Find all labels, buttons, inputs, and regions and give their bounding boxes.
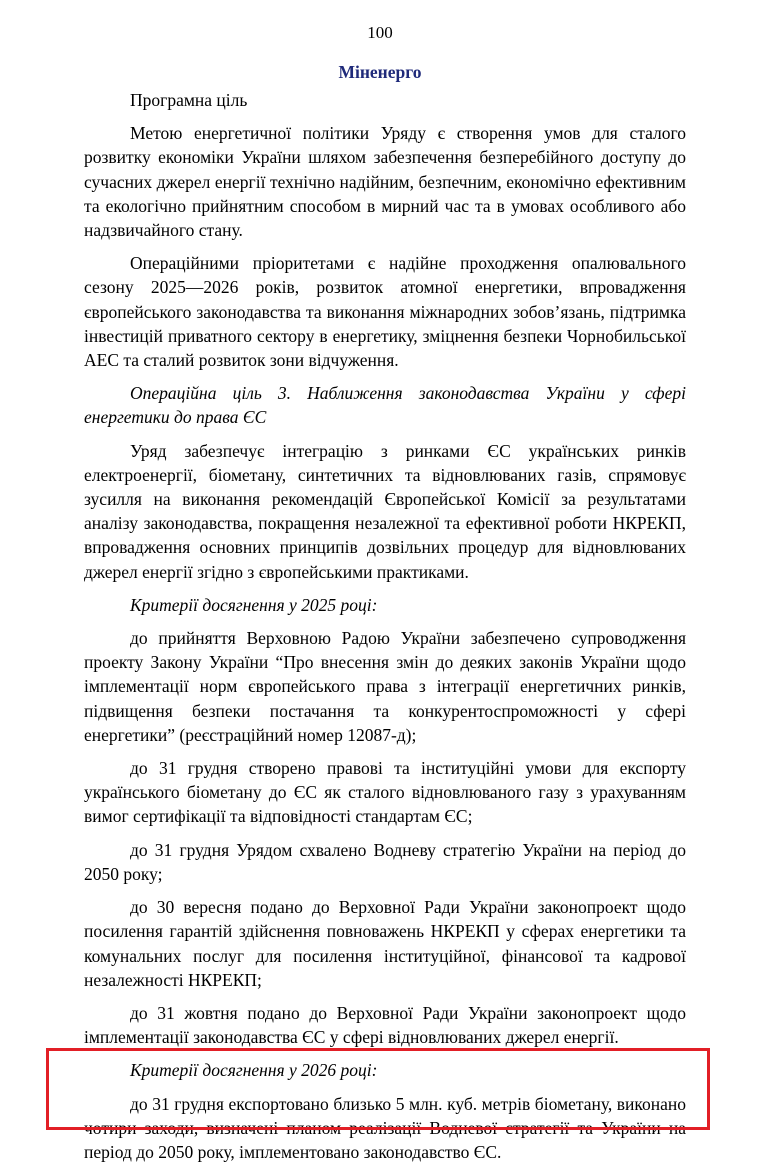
program-goal-heading: Програмна ціль bbox=[130, 90, 248, 110]
criteria-2025-item: до 30 вересня подано до Верховної Ради України законопроект щодо посилення гарантій здійснення повноважень НКРЕКП у сферах енергетики та комунальних послуг для посилення інституційної, фінансової та кадрової незалежності НКРЕКП; bbox=[84, 897, 686, 990]
program-goal-paragraph: Метою енергетичної політики Уряду є створення умов для сталого розвитку економіки України шляхом забезпечення безперебійного доступу до сучасних джерел енергії технічно надійним, безпечним, економічно ефективним та екологічно прийнятним способом в мирний час та в умовах особливого або надзвичайного стану. bbox=[84, 123, 686, 241]
criteria-2025-heading: Критерії досягнення у 2025 році: bbox=[130, 594, 378, 615]
criteria-2025-item: до 31 жовтня подано до Верховної Ради України законопроект щодо імплементації законодавства ЄС у сфері відновлюваних джерел енергії. bbox=[84, 1002, 686, 1048]
criteria-2026-heading: Критерії досягнення у 2026 році: bbox=[130, 1060, 378, 1081]
criteria-2026-item: до 31 грудня експортовано близько 5 млн. куб. метрів біометану, виконано чотири заходи, визначені планом реалізації Водневої стратегії та України на період до 2050 року, імплементовано законодавство ЄС. bbox=[84, 1093, 686, 1162]
highlight-box bbox=[46, 1048, 710, 1130]
criteria-2025-item: до 31 грудня Урядом схвалено Водневу стратегію України на період до 2050 року; bbox=[84, 839, 686, 884]
operational-goal-paragraph: Уряд забезпечує інтеграцію з ринками ЄС українських ринків електроенергії, біометану, синтетичних та відновлюваних газів, спрямовує зусилля на виконання рекомендацій Європейської Комісії за результатами аналізу законодавства, покращення незалежної та ефективної роботи НКРЕКП, впровадження основних принципів дозвільних процедур для відновлюваних джерел енергії згідно з європейськими практиками. bbox=[84, 440, 686, 582]
document-body bbox=[84, 88, 686, 1164]
criteria-2025-item: до прийняття Верховною Радою України забезпечено супроводження проекту Закону України “Про внесення змін до деяких законів України щодо імплементації норм європейського права з інтеграції енергетичних ринків, підвищення безпеки постачання та конкурентоспроможності у сфері енергетики” (реєстраційний номер 12087-д); bbox=[84, 628, 686, 745]
ministry-title: Міненерго bbox=[338, 62, 422, 82]
operational-goal-heading: Операційна ціль 3. Наближення законодавства України у сфері енергетики до права ЄС bbox=[84, 383, 686, 428]
criteria-2025-item: до 31 грудня створено правові та інституційні умови для експорту українського біометану до ЄС як сталого відновлюваного газу з урахуванням вимог сертифікації та відповідності стандартам ЄС; bbox=[84, 758, 686, 827]
page-number: 100 bbox=[367, 23, 393, 42]
priorities-paragraph: Операційними пріоритетами є надійне проходження опалювального сезону 2025—2026 років, розвиток атомної енергетики, впровадження європейського законодавства та виконання міжнародних зобов’язань, підтримка інвестицій приватного сектору в енергетику, зміцнення безпеки Чорнобильської АЕС та сталий розвиток зони відчуження. bbox=[84, 253, 686, 371]
